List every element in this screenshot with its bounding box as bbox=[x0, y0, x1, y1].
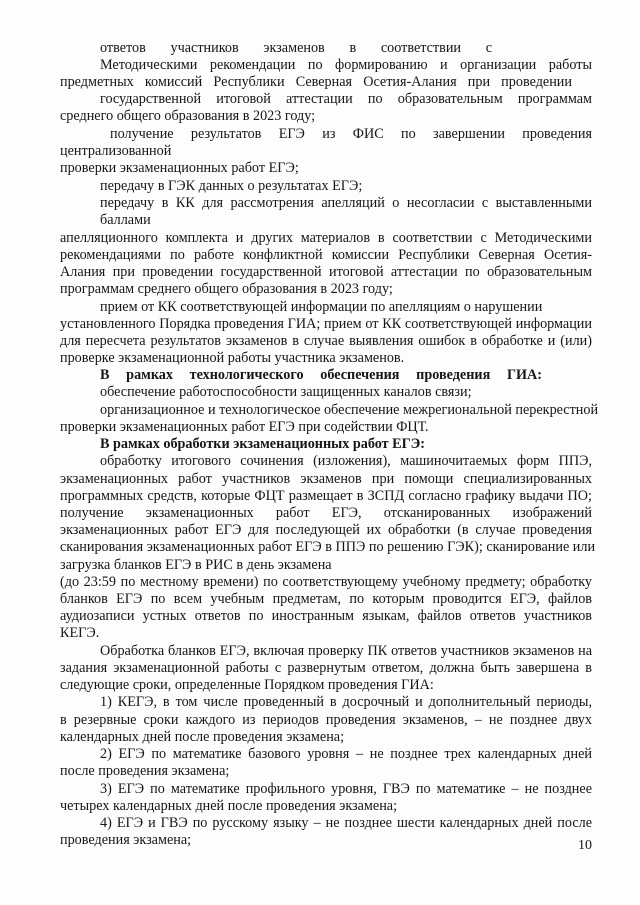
text-line: передачу в КК для рассмотрения апелляций о несогласии с выставленными bbox=[100, 195, 592, 211]
section-heading: В рамках обработки экзаменационных работ ЕГЭ: bbox=[100, 436, 426, 452]
text-line: программам среднего общего образования в 2023 году; bbox=[60, 281, 393, 297]
text-line: ответов участников экзаменов в соответствии с bbox=[100, 40, 492, 56]
text-line: установленного Порядка проведения ГИА; прием от КК соответствующей информации bbox=[60, 316, 592, 332]
text-line: после проведения экзамена; bbox=[60, 763, 230, 779]
text-line: проверке экзаменационной работы участника экзаменов. bbox=[60, 350, 405, 366]
text-line: экзаменационных работ участников экзаменов при помощи специализированных bbox=[60, 471, 592, 487]
text-line: четырех календарных дней после проведения экзамена; bbox=[60, 798, 398, 814]
text-line: среднего общего образования в 2023 году; bbox=[60, 108, 316, 124]
text-line: обработку итогового сочинения (изложения), машиночитаемых форм ППЭ, bbox=[100, 453, 592, 469]
text-line: аудиозаписи устных ответов по иностранным языкам, файлов ответов участников bbox=[60, 608, 592, 624]
text-line: получение результатов ЕГЭ из ФИС по завершении проведения bbox=[110, 126, 592, 142]
text-line: экзаменационных работ ЕГЭ для последующей их обработки (в случае проведения bbox=[60, 522, 592, 538]
list-item: 2) ЕГЭ по математике базового уровня – не позднее трех календарных дней bbox=[100, 746, 592, 762]
text-line: в резервные сроки каждого из периодов проведения экзаменов, – не позднее двух bbox=[60, 712, 592, 728]
text-line: проверки экзаменационных работ ЕГЭ при содействии ФЦТ. bbox=[60, 419, 429, 435]
text-line: прием от КК соответствующей информации по апелляциям о нарушении bbox=[100, 299, 543, 315]
text-line: баллами bbox=[100, 212, 151, 228]
text-line: следующие сроки, определенные Порядком проведения ГИА: bbox=[60, 677, 434, 693]
text-line: предметных комиссий Республики Северная Осетия-Алания при проведении bbox=[60, 74, 572, 90]
text-line: обеспечение работоспособности защищенных каналов связи; bbox=[100, 384, 472, 400]
section-heading: В рамках технологического обеспечения проведения ГИА: bbox=[100, 367, 542, 383]
text-line: программных средств, которые ФЦТ размещает в ЗСПД согласно графику выдачи ПО; bbox=[60, 488, 592, 504]
text-line: сканирования экзаменационных работ ЕГЭ в ППЭ по решению ГЭК); сканирование или bbox=[60, 539, 596, 555]
list-item: 1) КЕГЭ, в том числе проведенный в досрочный и дополнительный периоды, bbox=[100, 694, 592, 710]
text-line: Методическими рекомендации по формированию и организации работы bbox=[100, 57, 592, 73]
text-line: проверки экзаменационных работ ЕГЭ; bbox=[60, 160, 299, 176]
text-line: (до 23:59 по местному времени) по соответствующему учебному предмету; обработку bbox=[60, 574, 592, 590]
text-line: проведения экзамена; bbox=[60, 832, 192, 848]
text-line: государственной итоговой аттестации по образовательным программам bbox=[100, 91, 592, 107]
text-line: для пересчета результатов экзаменов в случае выявления ошибок в обработке и (или) bbox=[60, 333, 592, 349]
text-line: апелляционного комплекта и других материалов в соответствии с Методическими bbox=[60, 230, 592, 246]
list-item: 3) ЕГЭ по математике профильного уровня, ГВЭ по математике – не позднее bbox=[100, 781, 592, 797]
text-line: задания экзаменационной работы с развернутым ответом, должна быть завершена в bbox=[60, 660, 592, 676]
text-line: передачу в ГЭК данных о результатах ЕГЭ; bbox=[100, 178, 363, 194]
text-line: загрузка бланков ЕГЭ в РИС в день экзамена bbox=[60, 557, 332, 573]
text-line: централизованной bbox=[60, 143, 172, 159]
list-item: 4) ЕГЭ и ГВЭ по русскому языку – не позднее шести календарных дней после bbox=[100, 815, 592, 831]
text-line: бланков ЕГЭ по всем учебным предметам, по которым проводится ЕГЭ, файлов bbox=[60, 591, 592, 607]
text-line: Алания при проведении государственной итоговой аттестации по образовательным bbox=[60, 264, 592, 280]
page-number: 10 bbox=[578, 838, 592, 853]
text-line: календарных дней после проведения экзамена; bbox=[60, 729, 345, 745]
text-line: КЕГЭ. bbox=[60, 625, 100, 641]
text-line: рекомендациями по работе конфликтной комиссии Республики Северная Осетия- bbox=[60, 247, 592, 263]
text-line: Обработка бланков ЕГЭ, включая проверку ПК ответов участников экзаменов на bbox=[100, 643, 592, 659]
text-line: организационное и технологическое обеспечение межрегиональной перекрестной bbox=[100, 402, 599, 418]
text-line: получение экзаменационных работ ЕГЭ, отсканированных изображений bbox=[60, 505, 592, 521]
